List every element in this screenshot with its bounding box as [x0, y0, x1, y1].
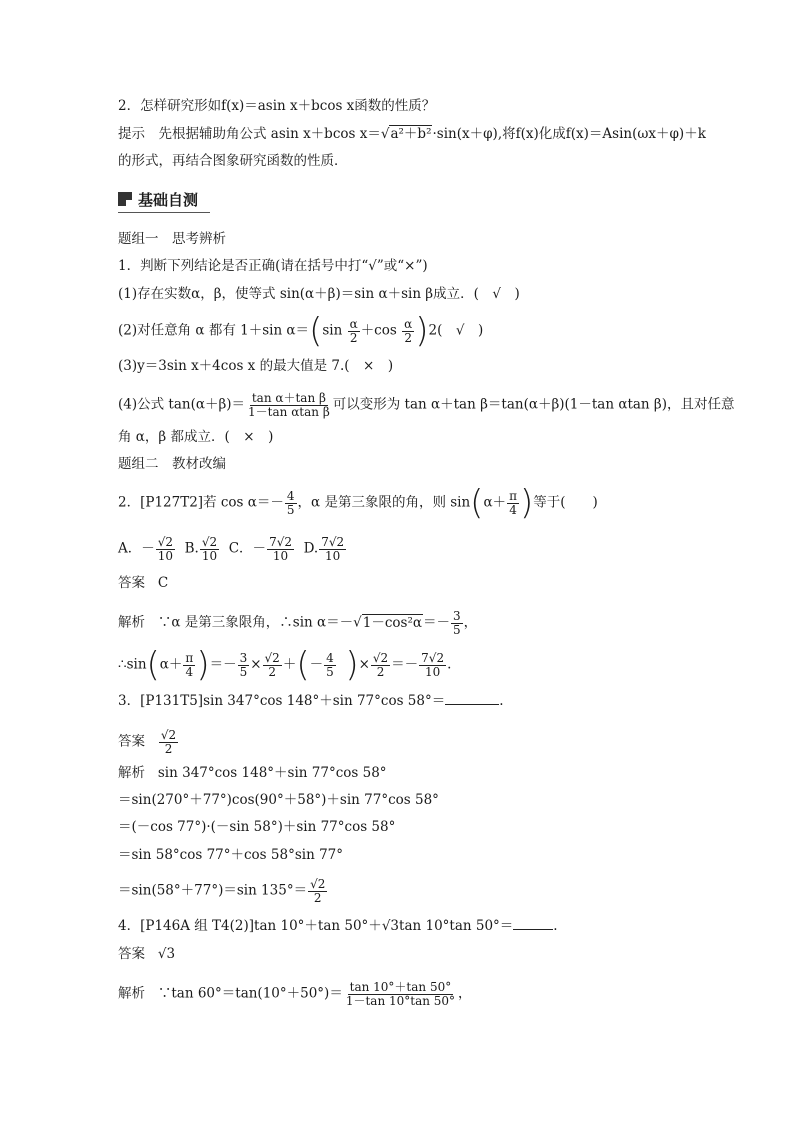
question-4-root3: √3: [381, 918, 400, 934]
period: .: [447, 656, 452, 673]
question-2-text-a: 2．[P127T2]若 cos α＝－: [118, 494, 284, 511]
explanation-4-text-a: ∵tan 60°＝tan(10°＋50°)＝: [157, 985, 343, 1002]
group2-title: [118, 454, 226, 474]
explanation-4-end: ，: [458, 985, 472, 1002]
statement-1: [118, 284, 520, 304]
statement-2: [118, 311, 484, 352]
group1-title: [118, 229, 226, 249]
explanation-3-l3: ＝(－cos 77°)·(－sin 58°)＋sin 77°cos 58°: [118, 819, 396, 835]
explanation-label: 解析: [118, 765, 145, 781]
answer-blank: [445, 692, 499, 705]
hint-text-a: 提示 先根据辅助角公式 asin x＋bcos x＝: [118, 126, 381, 142]
group2-title-text: 题组二 教材改编: [118, 456, 226, 472]
group1-title-text: 题组一 思考辨析: [118, 231, 226, 247]
plus-sign: ＋: [282, 656, 297, 673]
statement-2-end: 2( √ ): [428, 322, 484, 339]
answer-label: 答案: [118, 946, 145, 962]
right-paren: ): [519, 483, 534, 524]
answer-2: [118, 573, 168, 593]
question-4: [118, 916, 558, 936]
fraction-3-5b: [238, 652, 250, 678]
numerator: √2: [157, 535, 174, 549]
fraction-pi-4: [507, 490, 519, 516]
answer-blank: [513, 917, 553, 930]
statement-3: [118, 356, 393, 376]
explanation-3-line-3: [118, 817, 395, 837]
fraction-tan-sum: [246, 392, 332, 418]
denominator: 1－tan 10°tan 50°: [345, 993, 456, 1008]
right-paren: ): [415, 311, 429, 352]
question-2-text-b: ，α 是第三象限的角，则 sin: [297, 494, 471, 511]
fraction-pi-4b: [183, 652, 195, 678]
explanation-2-text-c: ，: [463, 614, 478, 631]
numerator: α: [349, 317, 358, 331]
denominator: 4: [509, 502, 517, 517]
minus-sign: －: [309, 656, 324, 673]
numerator: 7√2: [269, 535, 292, 549]
numerator: 3: [239, 651, 248, 665]
numerator: tan α＋tan β: [251, 391, 326, 405]
intro-hint-line-2: [118, 151, 348, 171]
explanation-2-line-1: [118, 610, 477, 636]
option-b-fraction: [200, 536, 219, 562]
explanation-3-l1: sin 347°cos 148°＋sin 77°cos 58°: [157, 765, 387, 781]
statement-2-plus-cos: ＋cos: [360, 322, 397, 339]
denominator: 10: [157, 548, 174, 563]
period: .: [499, 693, 504, 709]
numerator: √2: [201, 535, 218, 549]
numerator: tan 10°＋tan 50°: [349, 980, 452, 994]
numerator: π: [509, 489, 517, 503]
answer-4: [118, 944, 175, 964]
denominator: 5: [286, 502, 295, 517]
group1-question-text: 1．判断下列结论是否正确(请在括号中打“√”或“×”): [118, 258, 428, 274]
intro-question-text: 2．怎样研究形如f(x)＝asin x＋bcos x函数的性质？: [118, 98, 436, 114]
explanation-3-line-5: [118, 878, 328, 904]
section-square-icon: [118, 192, 132, 206]
statement-4-cont: [118, 427, 273, 447]
numerator: √2: [372, 651, 389, 665]
denominator: 2: [268, 664, 276, 679]
fraction-7root2-10: [419, 652, 446, 678]
left-paren: (: [470, 483, 484, 524]
fraction-3-5: [451, 610, 463, 636]
question-2-alpha: α＋: [483, 494, 507, 511]
explanation-2-line-2: [118, 645, 452, 686]
denominator: 10: [272, 548, 289, 563]
numerator: α: [404, 317, 413, 331]
intro-question: [118, 96, 435, 116]
option-a-fraction: [156, 536, 175, 562]
sqrt-sign: √: [380, 126, 390, 142]
denominator: 1－tan αtan β: [248, 404, 330, 419]
statement-2-sin: sin: [322, 322, 343, 339]
explanation-2-text-b: ＝－: [422, 614, 450, 631]
explanation-2-l2-b: ＝－: [209, 656, 237, 673]
statement-2-text-a: (2)对任意角 α 都有 1＋sin α＝: [118, 322, 310, 339]
option-c-fraction: [267, 536, 294, 562]
hint-text-c: 的形式，再结合图象研究函数的性质．: [118, 153, 348, 169]
numerator: 7√2: [321, 535, 345, 549]
denominator: 2: [313, 890, 322, 905]
answer-4-value: √3: [157, 946, 176, 962]
denominator: 5: [239, 664, 248, 679]
numerator: √2: [264, 651, 280, 665]
times-sign: ×: [250, 656, 262, 673]
statement-3-text: (3)y＝3sin x＋4cos x 的最大值是 7.( × ): [118, 358, 394, 374]
right-paren: ): [196, 645, 210, 686]
denominator: 5: [326, 664, 334, 679]
explanation-4-fraction: [344, 981, 457, 1007]
fraction-4-5b: [324, 652, 336, 678]
answer-label: 答案: [118, 733, 145, 750]
numerator: 4: [286, 489, 295, 503]
numerator: 7√2: [421, 651, 445, 665]
statement-4-text-a: (4)公式 tan(α＋β)＝: [118, 396, 246, 413]
explanation-2-l2-a: ∴sin: [118, 656, 147, 673]
right-paren: ): [345, 645, 359, 686]
hint-radicand: a²＋b²: [390, 126, 432, 142]
statement-1-text: (1)存在实数α，β，使等式 sin(α＋β)＝sin α＋sin β成立．( √ ): [118, 286, 520, 302]
fraction-root2-2b: [371, 652, 390, 678]
answer-3-fraction: [159, 729, 178, 755]
numerator: √2: [160, 728, 177, 742]
denominator: 2: [376, 664, 385, 679]
explanation-label: 解析: [118, 985, 145, 1002]
group1-question: [118, 256, 428, 276]
question-2-text-c: 等于( ): [533, 494, 598, 511]
explanation-3-line-2: [118, 790, 439, 810]
fraction-root2-2: [263, 652, 282, 678]
section-title: 基础自测: [138, 190, 199, 209]
option-c-label: C．－: [228, 540, 267, 557]
answer-3: [118, 729, 179, 755]
fraction-4-5: [285, 490, 297, 516]
answer-2-value: C: [157, 575, 169, 591]
denominator: 10: [325, 548, 341, 563]
statement-4: [118, 392, 734, 418]
question-4-text-a: 4．[P146A 组 T4(2)]tan 10°＋tan 50°＋: [118, 918, 382, 934]
option-d-label: D.: [303, 540, 319, 557]
explanation-3-line-1: [118, 763, 387, 783]
question-2: [118, 483, 598, 524]
numerator: π: [185, 651, 194, 665]
denominator: 2: [164, 741, 173, 756]
denominator: 4: [185, 664, 194, 679]
explanation-3-l2: ＝sin(270°＋77°)cos(90°＋58°)＋sin 77°cos 58°: [118, 792, 439, 808]
equals-minus: ＝－: [391, 656, 419, 673]
statement-4-text-c: 角 α，β 都成立．( × ): [118, 429, 274, 445]
answer-label: 答案: [118, 575, 145, 591]
left-paren: (: [296, 645, 310, 686]
times-sign: ×: [358, 656, 370, 673]
explanation-2-alpha: α＋: [159, 656, 183, 673]
numerator: 3: [452, 609, 461, 623]
denominator: 10: [201, 548, 218, 563]
numerator: 4: [326, 651, 334, 665]
denominator: 2: [404, 330, 412, 345]
denominator: 2: [349, 330, 358, 345]
section-header: [118, 186, 210, 213]
question-2-options: [118, 536, 347, 562]
explanation-4-line-1: [118, 981, 472, 1007]
denominator: 10: [424, 664, 441, 679]
question-3-text: 3．[P131T5]sin 347°cos 148°＋sin 77°cos 58°＝: [118, 693, 446, 709]
option-b-label: B.: [184, 540, 199, 557]
fraction-alpha-over-2: [348, 318, 360, 344]
left-paren: (: [309, 311, 323, 352]
intro-hint-line-1: [118, 124, 706, 144]
explanation-2-text-a: ∵α 是第三象限角，∴sin α＝－: [157, 614, 354, 631]
left-paren: (: [146, 645, 160, 686]
sqrt-sign: √: [353, 614, 362, 631]
explanation-label: 解析: [118, 614, 145, 631]
explanation-3-l4: ＝sin 58°cos 77°＋cos 58°sin 77°: [118, 847, 343, 863]
statement-4-text-b: 可以变形为 tan α＋tan β＝tan(α＋β)(1－tan αtan β)，且对任意: [332, 396, 735, 413]
question-4-text-b: tan 10°tan 50°＝: [399, 918, 514, 934]
explanation-3-l5: ＝sin(58°＋77°)＝sin 135°＝: [118, 882, 308, 899]
question-3: [118, 691, 504, 711]
explanation-2-radicand: 1－cos²α: [362, 614, 422, 631]
option-a-label: A．－: [118, 540, 155, 557]
explanation-3-fraction: [308, 878, 327, 904]
numerator: √2: [310, 877, 326, 891]
period: .: [553, 918, 558, 934]
fraction-alpha-over-2b: [402, 318, 414, 344]
denominator: 5: [452, 622, 461, 637]
option-d-fraction: [319, 536, 346, 562]
explanation-3-line-4: [118, 845, 343, 865]
hint-text-b: ·sin(x＋φ),将f(x)化成f(x)＝Asin(ωx＋φ)＋k: [432, 126, 706, 142]
